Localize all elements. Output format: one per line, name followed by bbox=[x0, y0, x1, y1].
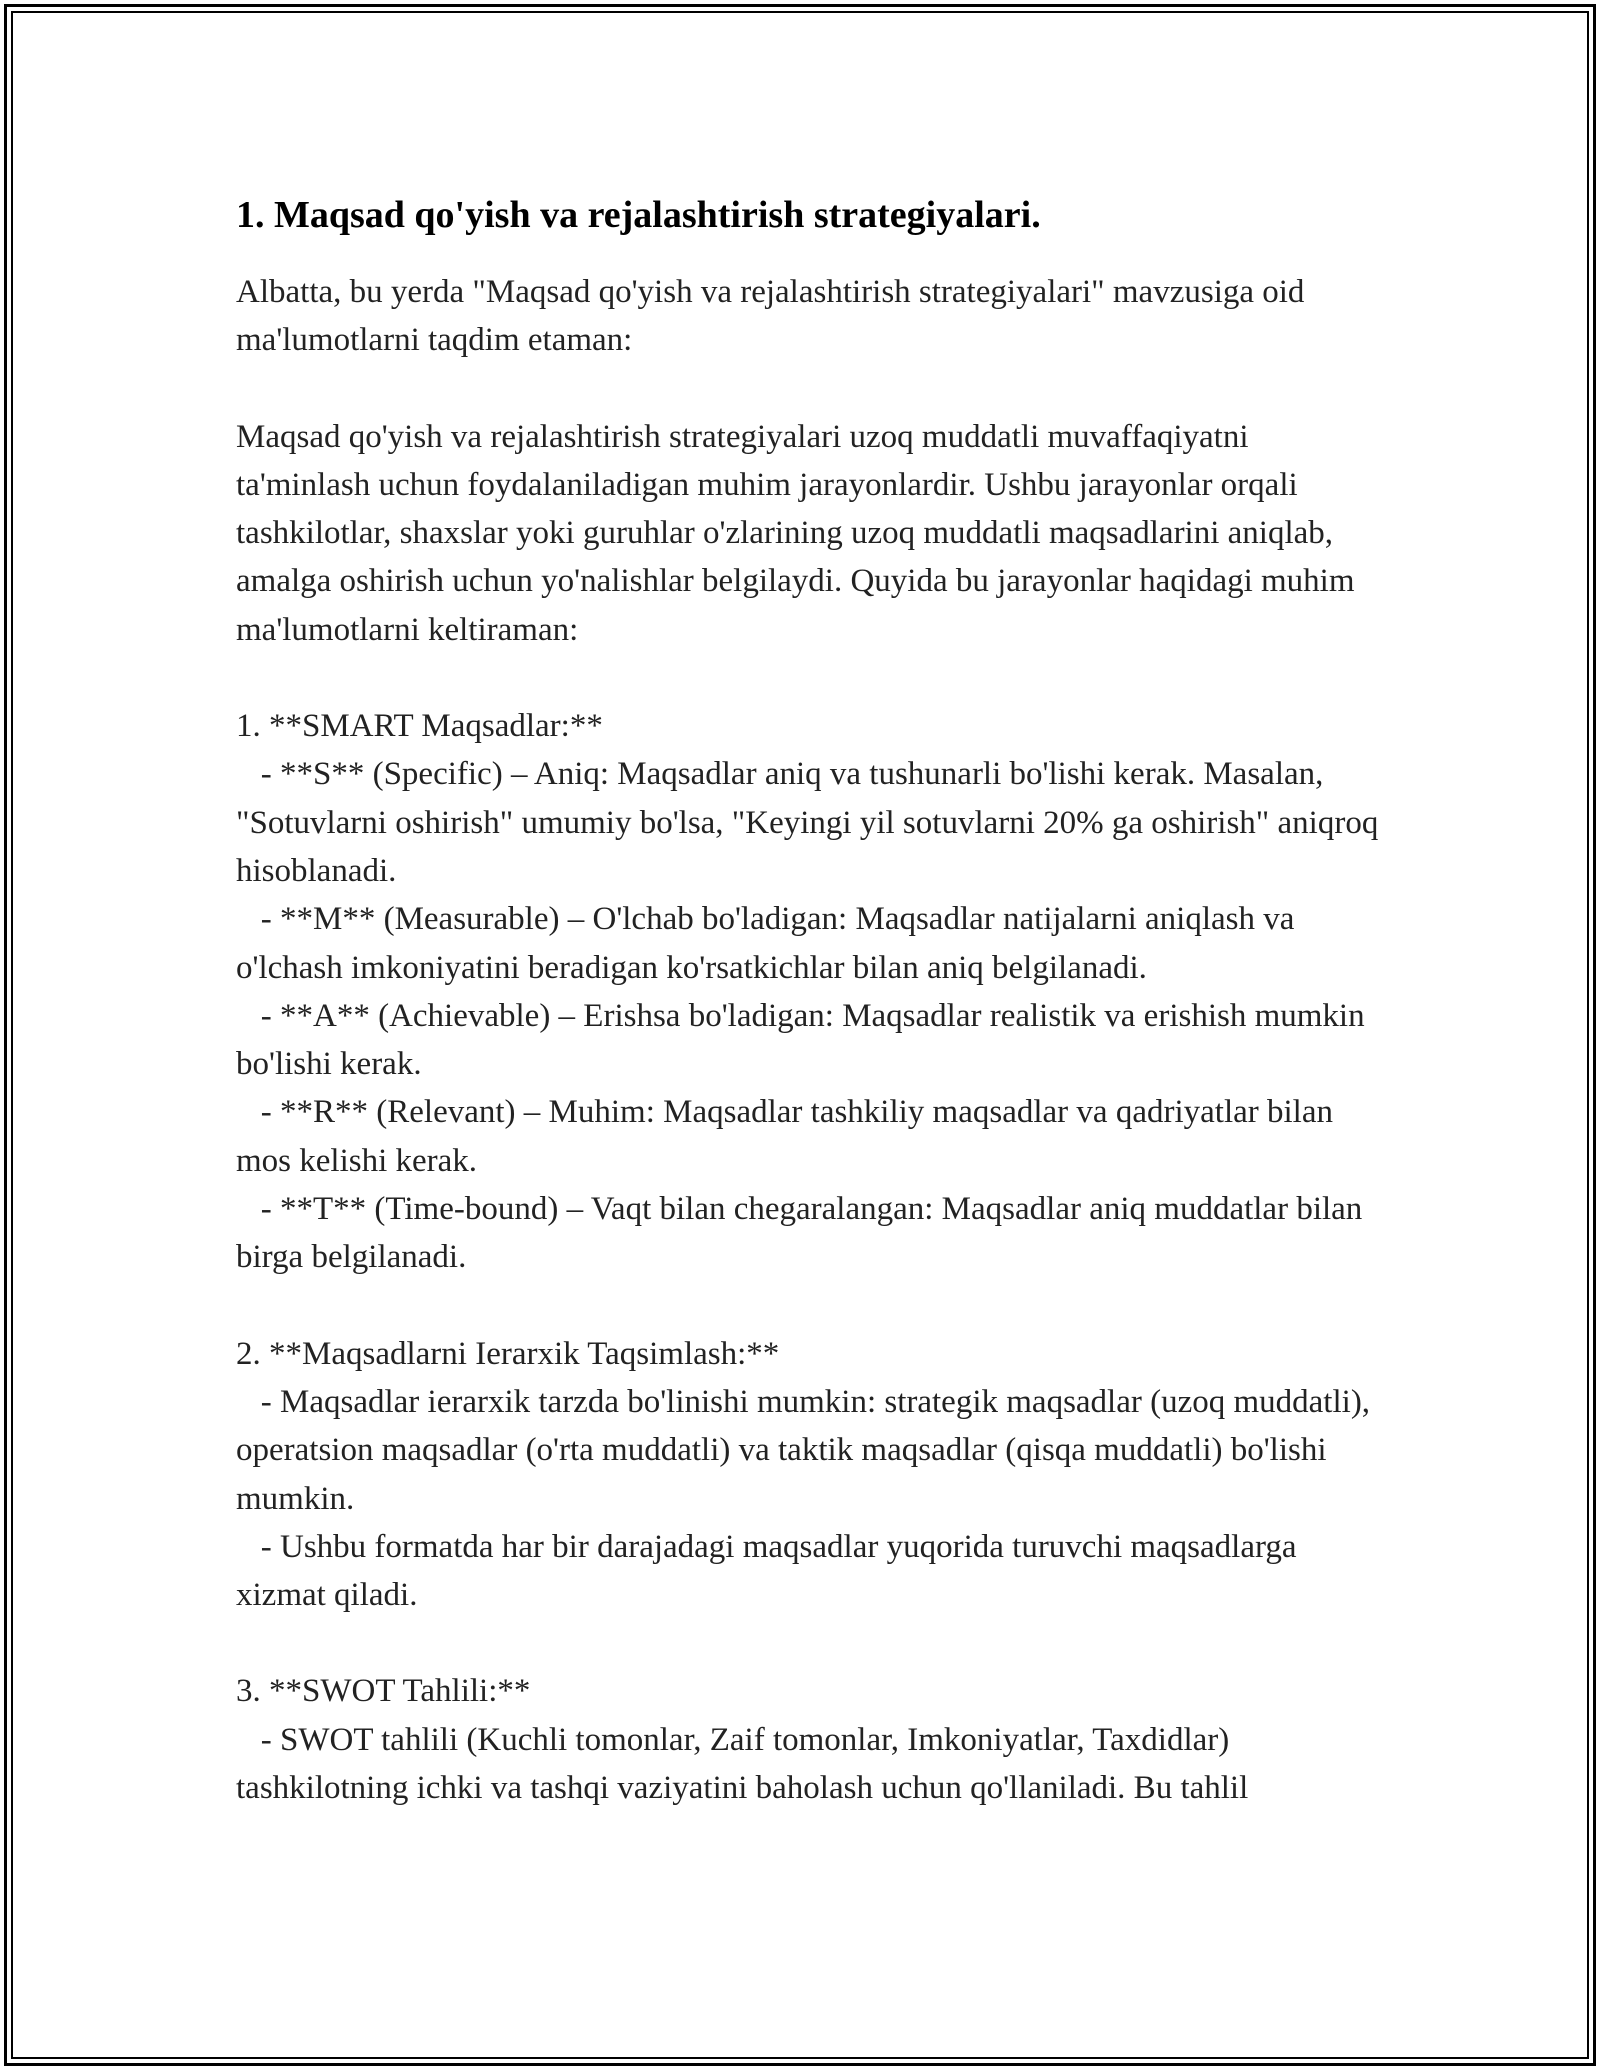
list-item-hierarchy-2: - Ushbu formatda har bir darajadagi maqsadlar yuqorida turuvchi maqsadlarga xizmat qiladi. bbox=[236, 1528, 1305, 1614]
section-heading-hierarchy: 2. **Maqsadlarni Ierarxik Taqsimlash:** bbox=[236, 1335, 780, 1372]
list-item-hierarchy-1: - Maqsadlar ierarxik tarzda bo'linishi mumkin: strategik maqsadlar (uzoq muddatli), operatsion maqsadlar (o'rta muddatli) va taktik maqsadlar (qisqa muddatli) bo'lishi mumkin. bbox=[236, 1383, 1379, 1517]
document-title: 1. Maqsad qo'yish va rejalashtirish strategiyalari. bbox=[236, 194, 1041, 236]
list-item-smart-r: - **R** (Relevant) – Muhim: Maqsadlar tashkiliy maqsadlar va qadriyatlar bilan mos kelishi kerak. bbox=[236, 1094, 1342, 1179]
overview-paragraph: Maqsad qo'yish va rejalashtirish strategiyalari uzoq muddatli muvaffaqiyatni ta'minlash uchun foydalaniladigan muhim jarayonlardir. Ushbu jarayonlar orqali tashkilotlar, shaxslar yoki guruhlar o'zlarining uzoq muddatli maqsadlarini aniqlab, amalga oshirish uchun yo'nalishlar belgilaydi. Quyida bu jarayonlar haqidagi muhim ma'lumotlarni keltiraman: bbox=[236, 418, 1363, 648]
section-heading-smart: 1. **SMART Maqsadlar:** bbox=[236, 708, 603, 745]
list-item-smart-t: - **T** (Time-bound) – Vaqt bilan chegaralangan: Maqsadlar aniq muddatlar bilan birga belgilanadi. bbox=[236, 1191, 1371, 1276]
section-heading-swot: 3. **SWOT Tahlili:** bbox=[236, 1673, 531, 1710]
intro-paragraph: Albatta, bu yerda "Maqsad qo'yish va rejalashtirish strategiyalari" mavzusiga oid ma'lumotlarni taqdim etaman: bbox=[236, 274, 1313, 359]
list-item-smart-a: - **A** (Achievable) – Erishsa bo'ladigan: Maqsadlar realistik va erishish mumkin bo'lishi kerak. bbox=[236, 997, 1373, 1083]
list-item-smart-s: - **S** (Specific) – Aniq: Maqsadlar aniq va tushunarli bo'lishi kerak. Masalan, "Sotuvlarni oshirish" umumiy bo'lsa, "Keyingi yil sotuvlarni 20% ga oshirish" aniqroq hisoblanadi. bbox=[236, 756, 1387, 889]
list-item-smart-m: - **M** (Measurable) – O'lchab bo'ladigan: Maqsadlar natijalarni aniqlash va o'lchash imkoniyatini beradigan ko'rsatkichlar bilan aniq belgilanadi. bbox=[236, 901, 1303, 986]
document-body bbox=[236, 190, 1386, 1812]
list-item-swot-1: - SWOT tahlili (Kuchli tomonlar, Zaif tomonlar, Imkoniyatlar, Taxdidlar) tashkilotning ichki va tashqi vaziyatini baholash uchun qo'llaniladi. Bu tahlil bbox=[236, 1721, 1249, 1807]
